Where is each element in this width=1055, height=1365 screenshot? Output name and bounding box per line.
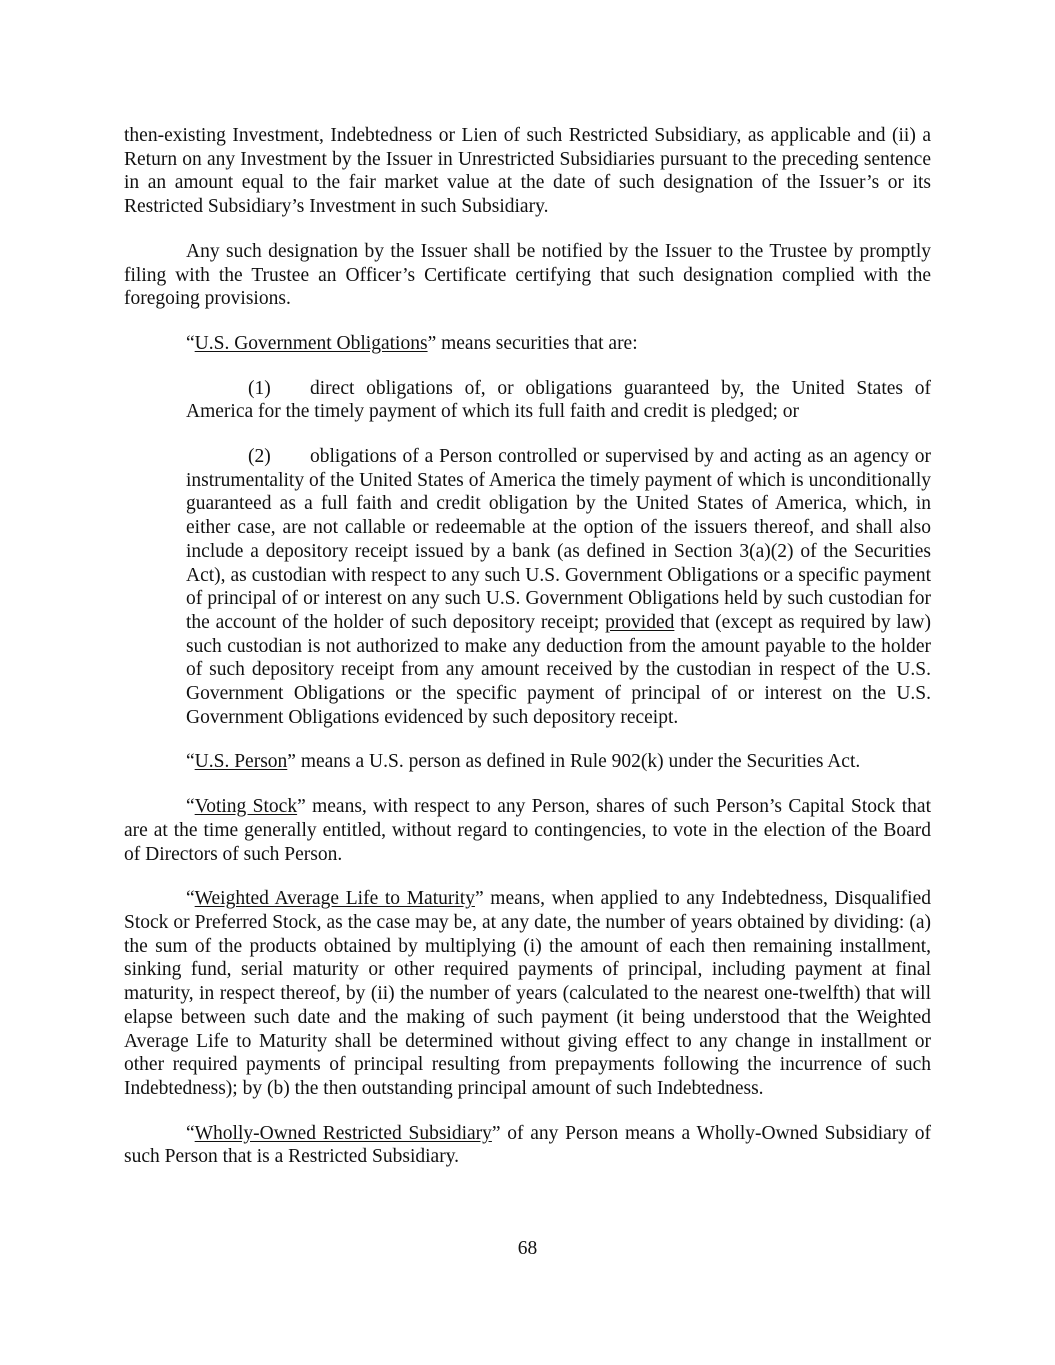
definition-weighted-average-life xyxy=(124,887,931,1100)
provided-term: provided xyxy=(605,611,675,633)
definition-text: ” of any Person means a Wholly-Owned Subsidiary of such Person that is a Restricted Subsidiary. xyxy=(124,1122,931,1168)
subitem-text: direct obligations of, or obligations guaranteed by, the United States of America for the timely payment of which its full faith and credit is pledged; or xyxy=(186,377,931,423)
subitem-text: obligations of a Person controlled or supervised by and acting as an agency or instrumentality of the United States of America the timely payment of which is unconditionally guaranteed as a full faith and credit obligation by the United States of America, which, in either case, are not callable or redeemable at the option of the issuers thereof, and shall also include a depository receipt issued by a bank (as defined in Section 3(a)(2) of the Securities Act), as custodian with respect to any such U.S. Government Obligations or a specific payment of principal of or interest on any such U.S. Government Obligations held by such custodian for the account of the holder of such depository receipt; xyxy=(186,446,931,633)
definition-text: ” means securities that are: xyxy=(427,332,638,354)
definition-text: ” means, with respect to any Person, shares of such Person’s Capital Stock that are at the time generally entitled, without regard to contingencies, to vote in the election of the Board of Directors of such Person. xyxy=(124,796,932,865)
definition-text: ” means, when applied to any Indebtedness, Disqualified Stock or Preferred Stock, as the case may be, at any date, the number of years obtained by dividing: (a) the sum of the products obtained by multiplying (i) the amount of each then remaining installment, sinking fund, serial maturity or other required payments of principal, including payment at final maturity, in respect thereof, by (ii) the number of years (calculated to the nearest one-twelfth) that will elapse between such date and the making of such payment (it being understood that the Weighted Average Life to Maturity shall be determined without giving effect to any change in installment or other required payments of principal resulting from prepayments following the incurrence of such Indebtedness); by (b) the then outstanding principal amount of such Indebtedness. xyxy=(124,888,931,1099)
definition-subitem-1 xyxy=(186,377,931,424)
open-quote: “ xyxy=(186,888,195,910)
defined-term: U.S. Person xyxy=(194,751,288,773)
paragraph-continuation: then-existing Investment, Indebtedness or Lien of such Restricted Subsidiary, as applicable and (ii) a Return on any Investment by the Issuer in Unrestricted Subsidiaries pursuant to the preceding sentence in an amount equal to the fair market value at the date of such designation of the Issuer’s or its Restricted Subsidiary’s Investment in such Subsidiary. xyxy=(124,125,931,218)
paragraph-designation-notice: Any such designation by the Issuer shall be notified by the Issuer to the Trustee by promptly filing with the Trustee an Officer’s Certificate certifying that such designation complied with the foregoing provisions. xyxy=(124,240,931,310)
document-body xyxy=(124,124,931,1169)
definition-wholly-owned-restricted-subsidiary xyxy=(124,1122,931,1169)
defined-term: Wholly-Owned Restricted Subsidiary xyxy=(194,1122,492,1144)
defined-term: Voting Stock xyxy=(194,796,298,818)
subitem-number: (1) xyxy=(248,377,271,399)
definition-us-person xyxy=(124,750,931,774)
open-quote: “ xyxy=(186,1122,195,1144)
open-quote: “ xyxy=(186,796,195,818)
defined-term: U.S. Government Obligations xyxy=(194,332,428,354)
open-quote: “ xyxy=(186,332,195,354)
definition-voting-stock xyxy=(124,795,931,866)
subitem-text-continued: that (except as required by law) such custodian is not authorized to make any deduction from the amount payable to the holder of such depository receipt from any amount received by the custodian in respect of the U.S. Government Obligations or the specific payment of principal of or interest on the U.S. Government Obligations evidenced by such depository receipt. xyxy=(186,611,931,728)
definition-subitem-2 xyxy=(186,445,931,729)
definition-text: ” means a U.S. person as defined in Rule 902(k) under the Securities Act. xyxy=(287,751,861,773)
defined-term: Weighted Average Life to Maturity xyxy=(194,888,475,910)
definition-us-government-obligations xyxy=(124,332,931,356)
page-number: 68 xyxy=(517,1238,538,1259)
open-quote: “ xyxy=(186,751,195,773)
subitem-number: (2) xyxy=(248,446,271,468)
